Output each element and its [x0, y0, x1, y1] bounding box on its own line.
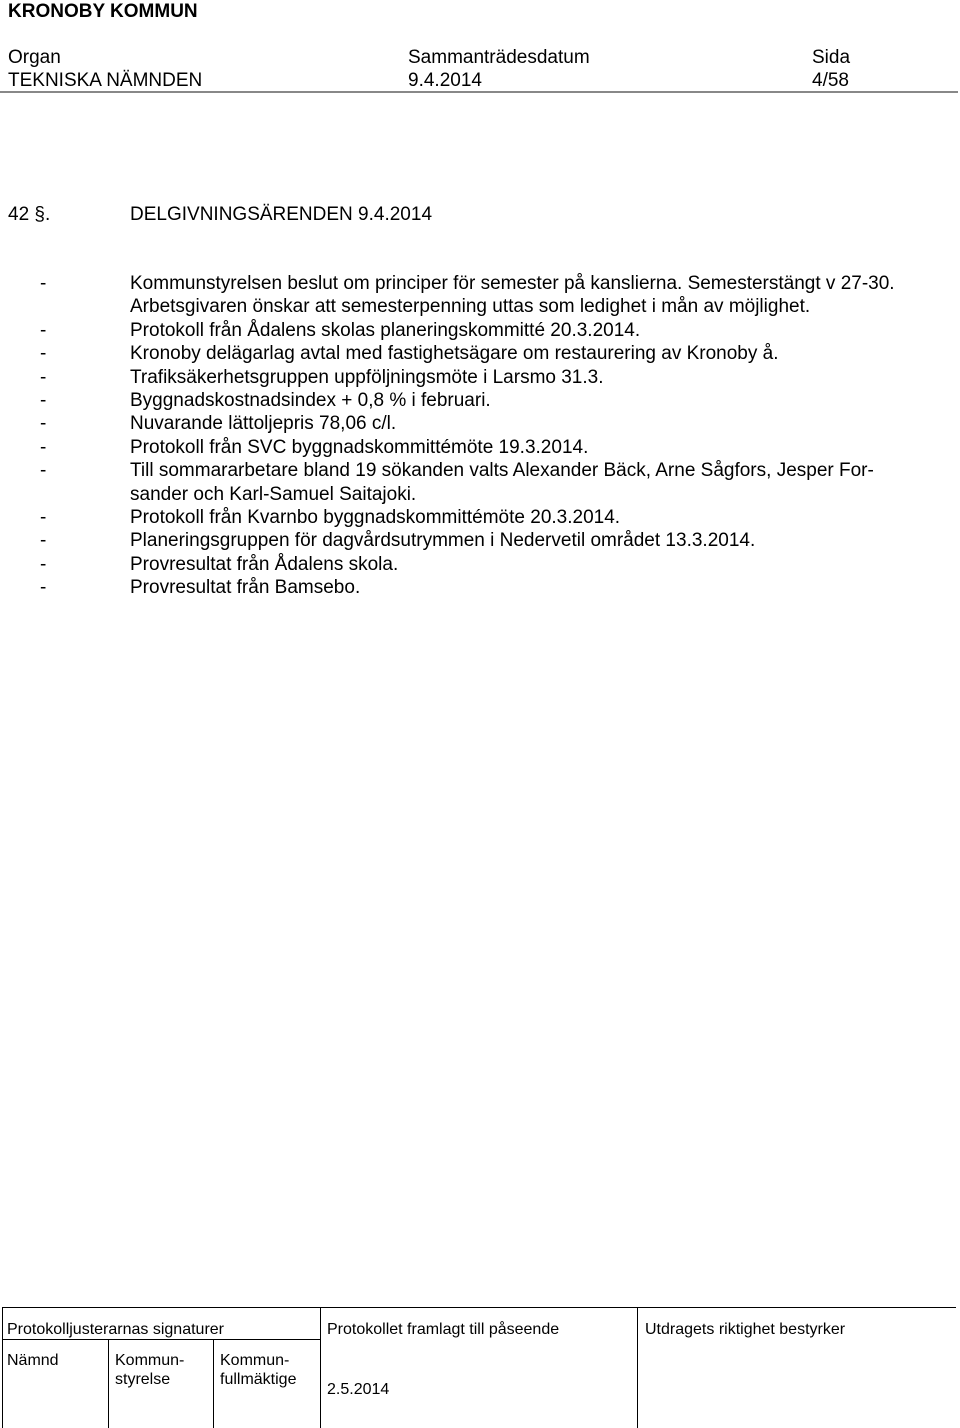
footer-divider — [2, 1307, 3, 1428]
page-value: 4/58 — [812, 70, 849, 91]
date-label: Sammanträdesdatum — [408, 47, 590, 68]
bullet-dash: - — [40, 530, 47, 552]
bullet-dash: - — [40, 436, 47, 458]
footer-divider — [320, 1307, 321, 1428]
bullet-dash: - — [40, 553, 47, 575]
item-text: Provresultat från Bamsebo. — [130, 577, 361, 599]
footer-top-rule — [2, 1307, 956, 1308]
item-text: Protokoll från Ådalens skolas planeringskommitté 20.3.2014. — [130, 319, 641, 341]
kommunfullmaktige-label-2: fullmäktige — [220, 1371, 297, 1388]
item-text: Nuvarande lättoljepris 78,06 c/l. — [130, 413, 397, 435]
certified-label: Utdragets riktighet bestyrker — [645, 1321, 846, 1338]
bullet-dash: - — [40, 577, 47, 599]
bullet-dash: - — [40, 460, 47, 482]
bullet-dash: - — [40, 319, 47, 341]
page-label: Sida — [812, 47, 851, 68]
bullet-dash: - — [40, 273, 47, 294]
date-value: 9.4.2014 — [408, 70, 482, 91]
item-text: Kommunstyrelsen beslut om principer för semester på kanslierna. Semesterstängt v 27-30. — [130, 273, 895, 294]
item-text: Byggnadskostnadsindex + 0,8 % i februari. — [130, 390, 491, 411]
item-text: Planeringsgruppen för dagvårdsutrymmen i Nedervetil området 13.3.2014. — [130, 530, 756, 552]
bullet-dash: - — [40, 343, 47, 365]
footer-divider — [108, 1339, 109, 1428]
item-text: Arbetsgivaren önskar att semesterpenning uttas som ledighet i mån av möjlighet. — [130, 296, 811, 318]
header-rule — [0, 91, 958, 93]
kommunfullmaktige-label-1: Kommun- — [220, 1352, 290, 1369]
bullet-dash: - — [40, 366, 47, 388]
bullet-dash: - — [40, 390, 47, 411]
item-text: Kronoby delägarlag avtal med fastighetsägare om restaurering av Kronoby å. — [130, 343, 779, 365]
presented-label: Protokollet framlagt till påseende — [327, 1321, 560, 1338]
item-text: Till sommararbetare bland 19 sökanden valts Alexander Bäck, Arne Sågfors, Jesper For- — [130, 460, 874, 482]
footer-divider — [213, 1339, 214, 1428]
organ-value: TEKNISKA NÄMNDEN — [8, 70, 203, 91]
item-text: Protokoll från SVC byggnadskommittémöte 19.3.2014. — [130, 436, 589, 458]
item-text: Trafiksäkerhetsgruppen uppföljningsmöte i Larsmo 31.3. — [130, 366, 604, 388]
bullet-dash: - — [40, 413, 47, 435]
item-text: Protokoll från Kvarnbo byggnadskommittémöte 20.3.2014. — [130, 507, 621, 528]
footer-divider — [637, 1307, 638, 1428]
section-number: 42 §. — [8, 204, 51, 225]
organ-label: Organ — [8, 47, 61, 68]
signatures-label: Protokolljusterarnas signaturer — [7, 1321, 224, 1338]
namnd-label: Nämnd — [7, 1352, 59, 1369]
kommunstyrelse-label-1: Kommun- — [115, 1352, 185, 1369]
item-text: sander och Karl-Samuel Saitajoki. — [130, 483, 417, 505]
org-name: KRONOBY KOMMUN — [8, 1, 198, 22]
item-text: Provresultat från Ådalens skola. — [130, 553, 399, 575]
kommunstyrelse-label-2: styrelse — [115, 1371, 171, 1388]
section-title: DELGIVNINGSÄRENDEN 9.4.2014 — [130, 204, 433, 225]
bullet-dash: - — [40, 507, 47, 528]
presented-date: 2.5.2014 — [327, 1381, 390, 1398]
